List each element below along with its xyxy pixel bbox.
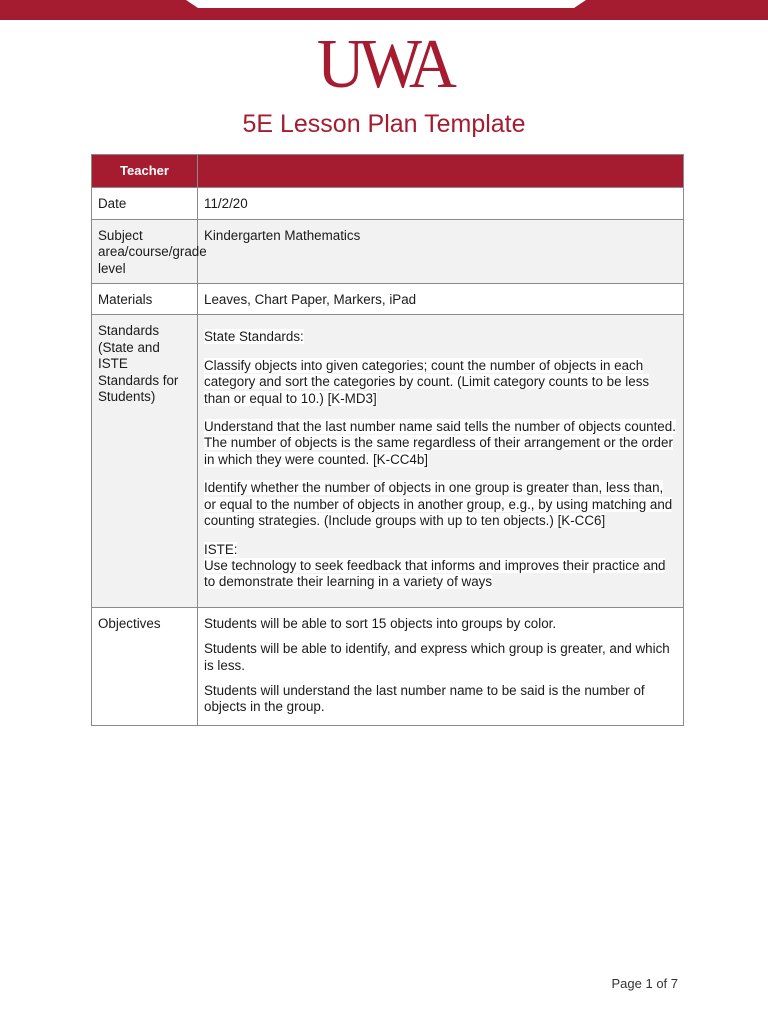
objectives-label: Objectives — [92, 607, 198, 725]
table-row-subject — [92, 219, 684, 283]
standard-k-cc6: Identify whether the number of objects in one group is greater than, less than, or equal to the number of objects in another group, e.g., by using matching and counting strategies. (Include groups with up to ten objects.) [K-CC6] — [204, 480, 673, 529]
table-row-materials — [92, 284, 684, 315]
objective-item: Students will be able to identify, and express which group is greater, and which is less. — [204, 641, 670, 673]
date-value: 11/2/20 — [198, 188, 684, 219]
iste-standard: Use technology to seek feedback that informs and improves their practice and to demonstrate their learning in a variety of ways — [204, 557, 666, 590]
lesson-plan-table — [91, 154, 684, 726]
standard-k-cc4b: Understand that the last number name said tells the number of objects counted. The number of objects is the same regardless of their arrangement or the order in which they were counted. [K-CC4b] — [204, 419, 676, 467]
subject-value: Kindergarten Mathematics — [198, 219, 684, 283]
teacher-label: Teacher — [92, 155, 198, 188]
materials-label: Materials — [92, 284, 198, 315]
objectives-value — [198, 607, 684, 725]
objective-item: Students will be able to sort 15 objects into groups by color. — [204, 615, 557, 631]
standards-label: Standards (State and ISTE Standards for Students) — [92, 315, 198, 607]
materials-value: Leaves, Chart Paper, Markers, iPad — [198, 284, 684, 315]
uwa-logo: UWA — [316, 26, 452, 103]
date-label: Date — [92, 188, 198, 219]
table-row-standards — [92, 315, 684, 607]
iste-heading: ISTE: — [204, 541, 238, 557]
standard-k-md3: Classify objects into given categories; count the number of objects in each category and sort the categories by count. (Limit category counts to be less than or equal to 10.) [K-MD3] — [204, 357, 650, 406]
teacher-value — [198, 155, 684, 188]
subject-label: Subject area/course/grade level — [92, 219, 198, 283]
state-standards-heading: State Standards: — [204, 329, 304, 345]
page-title: 5E Lesson Plan Template — [242, 110, 526, 138]
standards-value — [198, 315, 684, 607]
table-row-objectives — [92, 607, 684, 725]
objective-item: Students will understand the last number name to be said is the number of objects in the group. — [204, 682, 645, 715]
table-header-row — [92, 155, 684, 188]
table-row-date — [92, 188, 684, 219]
top-banner-shape — [0, 0, 768, 20]
page-number: Page 1 of 7 — [611, 976, 678, 991]
top-banner — [0, 0, 768, 20]
